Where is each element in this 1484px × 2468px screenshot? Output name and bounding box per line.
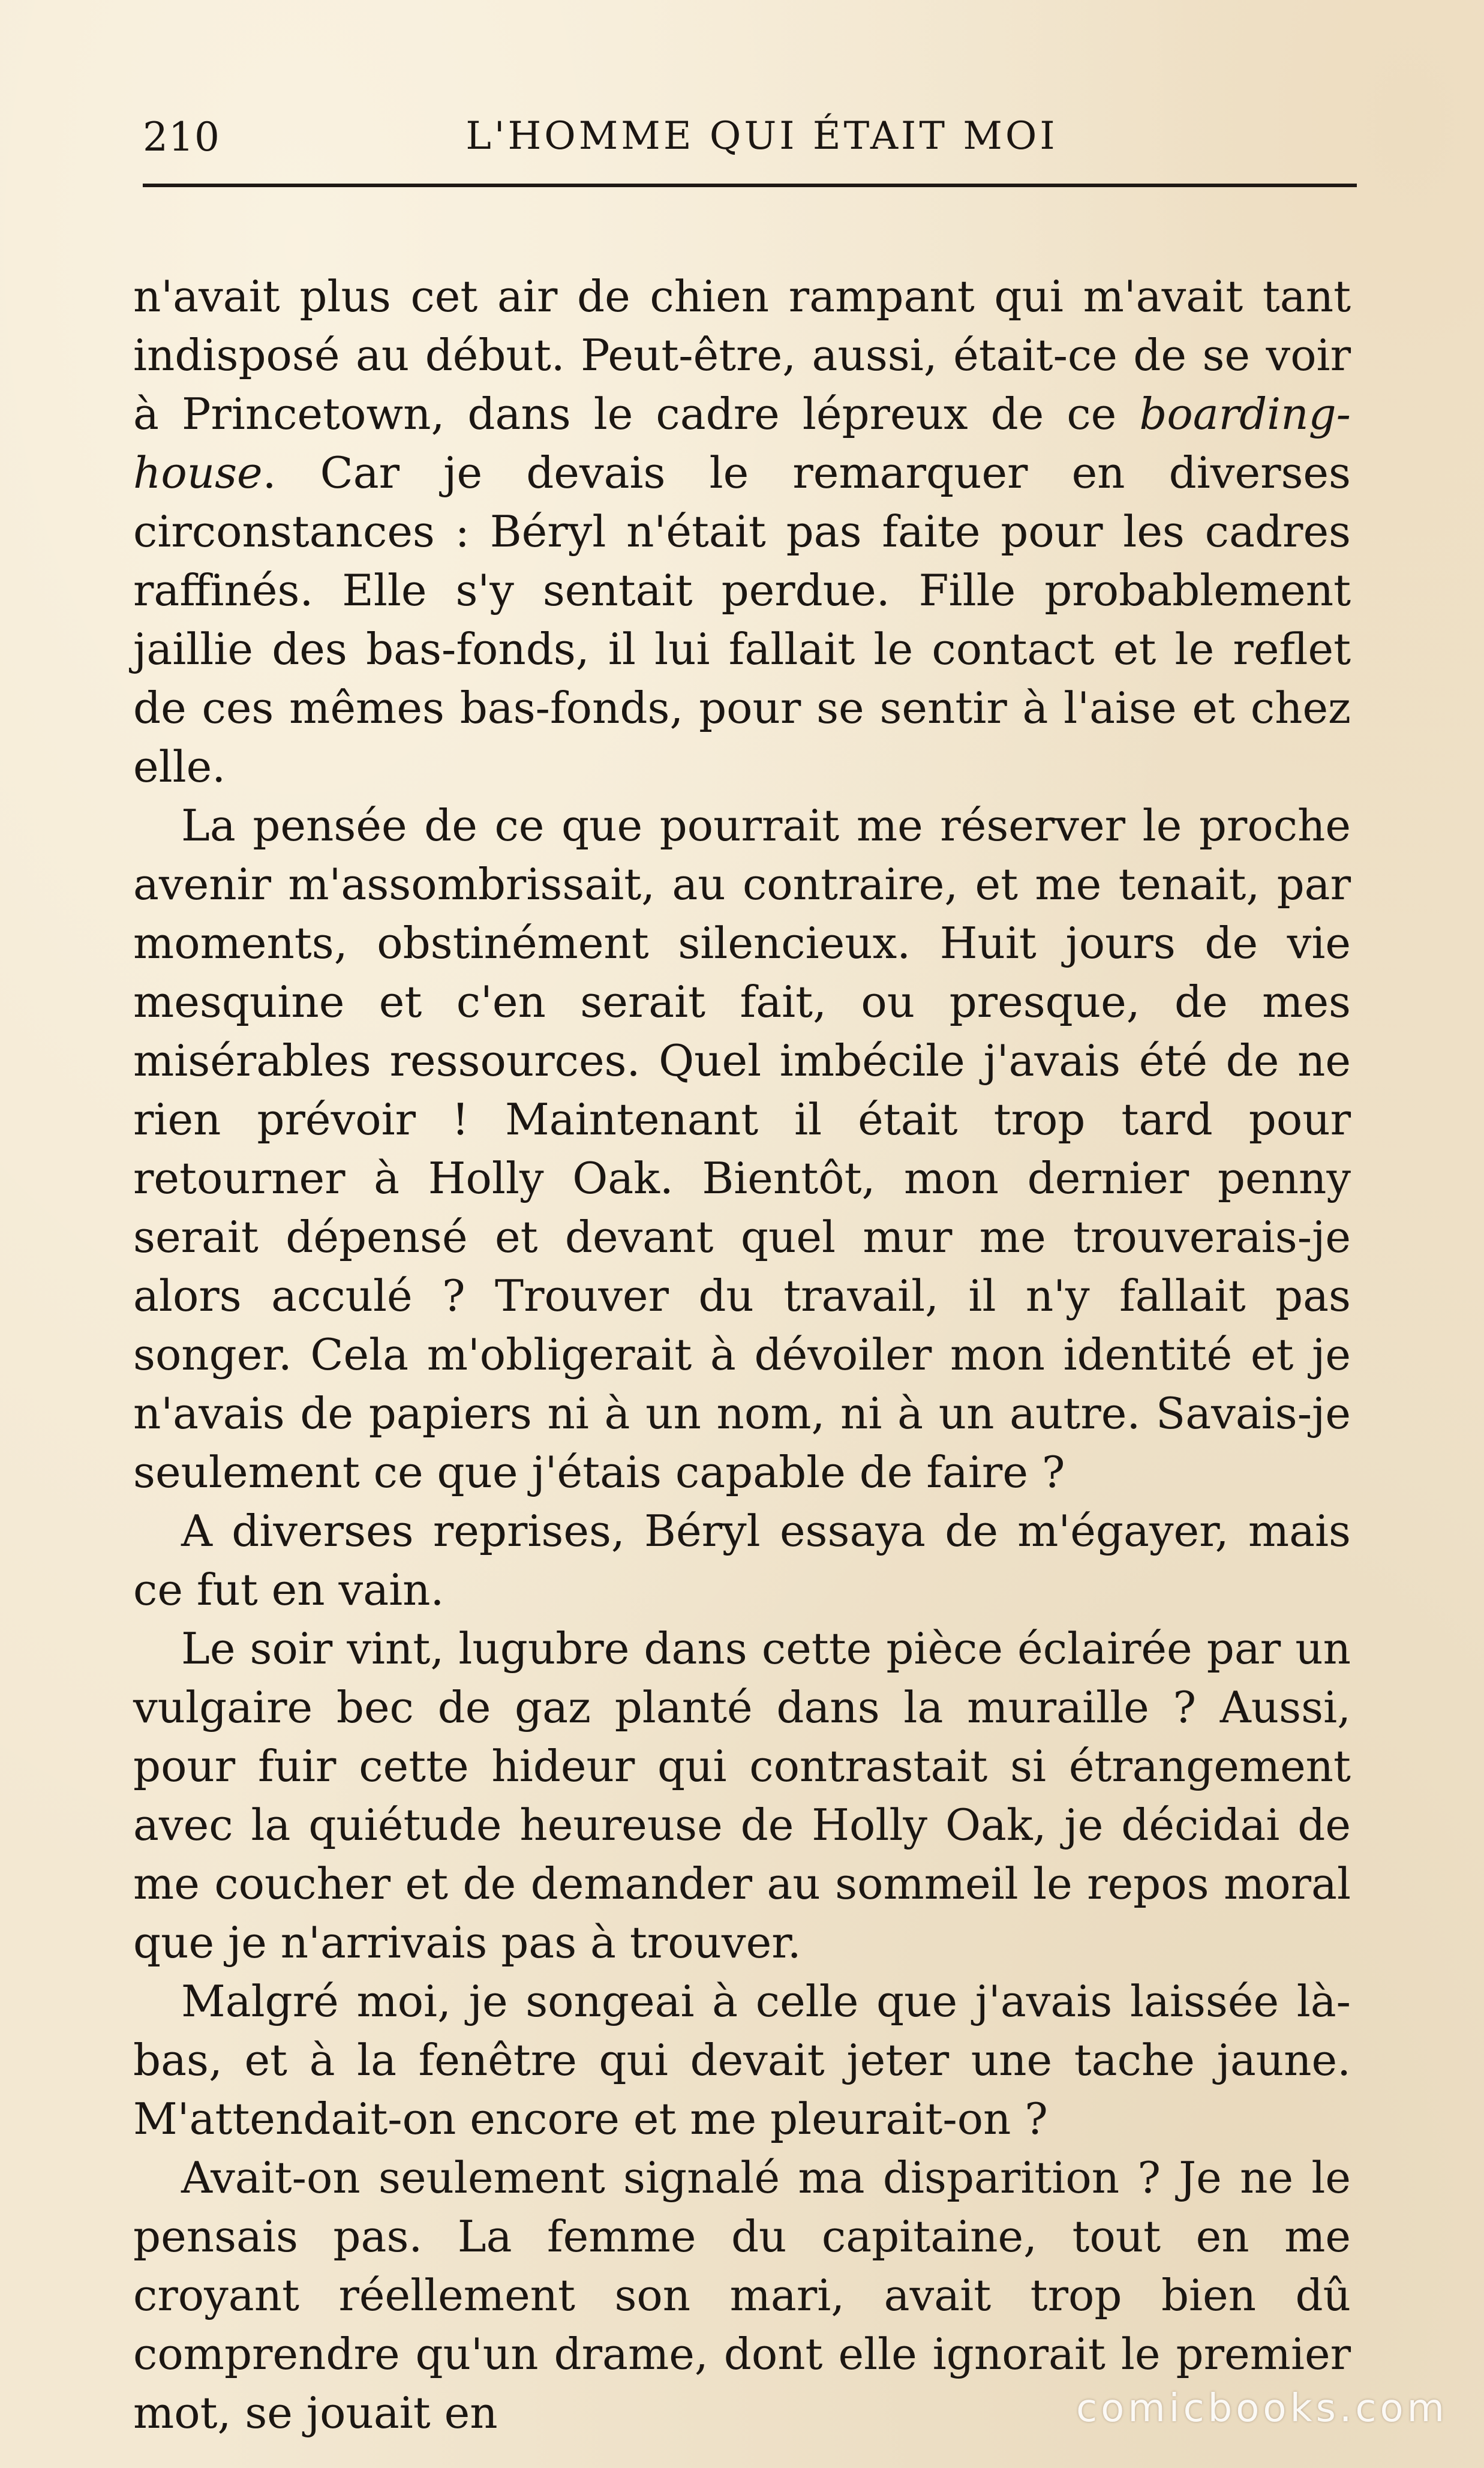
page-header: [143, 108, 1357, 174]
paragraph-1-emphasis: boarding-house: [133, 389, 1351, 498]
header-rule: [143, 184, 1357, 187]
paragraph-1: [133, 267, 1351, 796]
paragraph-1-text: n'avait plus cet air de chien rampant qui m'avait tant indisposé au début. Peut-être, aussi, était-ce de se voir à Princetown, dans le cadre lépreux de ce: [133, 271, 1351, 439]
paragraph-2: La pensée de ce que pourrait me réserver le proche avenir m'assombrissait, au contraire, et me tenait, par moments, obstinément silencieux. Huit jours de vie mesquine et c'en serait fait, ou presque, de mes misérables ressources. Quel imbécile j'avais été de ne rien prévoir ! Maintenant il était trop tard pour retourner à Holly Oak. Bientôt, mon dernier penny serait dépensé et devant quel mur me trouverais-je alors acculé ? Trouver du travail, il n'y fallait pas songer. Cela m'obligerait à dévoiler mon identité et je n'avais de papiers ni à un nom, ni à un autre. Savais-je seulement ce que j'étais capable de faire ?: [133, 800, 1351, 1497]
paragraph-6: Avait-on seulement signalé ma disparition ? Je ne le pensais pas. La femme du capitaine, tout en me croyant réellement son mari, avait trop bien dû comprendre qu'un drame, dont elle ignorait le premier mot, se jouait en: [133, 2152, 1351, 2438]
page-number: 210: [143, 114, 220, 160]
paragraph-1-after: . Car je devais le remarquer en diverses circonstances : Béryl n'était pas faite pour les cadres raffinés. Elle s'y sentait perdue. Fille probablement jaillie des bas-fonds, il lui fallait le contact et le reflet de ces mêmes bas-fonds, pour se sentir à l'aise et chez elle.: [133, 448, 1351, 792]
watermark: comicbooks.com: [1076, 2386, 1448, 2431]
paragraph-4: Le soir vint, lugubre dans cette pièce éclairée par un vulgaire bec de gaz planté dans la muraille ? Aussi, pour fuir cette hideur qui contrastait si étrangement avec la quiétude heureuse de Holly Oak, je décidai de me coucher et de demander au sommeil le repos moral que je n'arrivais pas à trouver.: [133, 1623, 1351, 1968]
paragraph-5: Malgré moi, je songeai à celle que j'avais laissée là-bas, et à la fenêtre qui devait jeter une tache jaune. M'attendait-on encore et me pleurait-on ?: [133, 1976, 1351, 2144]
body-text: [133, 267, 1351, 2442]
running-title: L'HOMME QUI ÉTAIT MOI: [465, 114, 1058, 158]
paragraph-3: A diverses reprises, Béryl essaya de m'égayer, mais ce fut en vain.: [133, 1506, 1351, 1615]
